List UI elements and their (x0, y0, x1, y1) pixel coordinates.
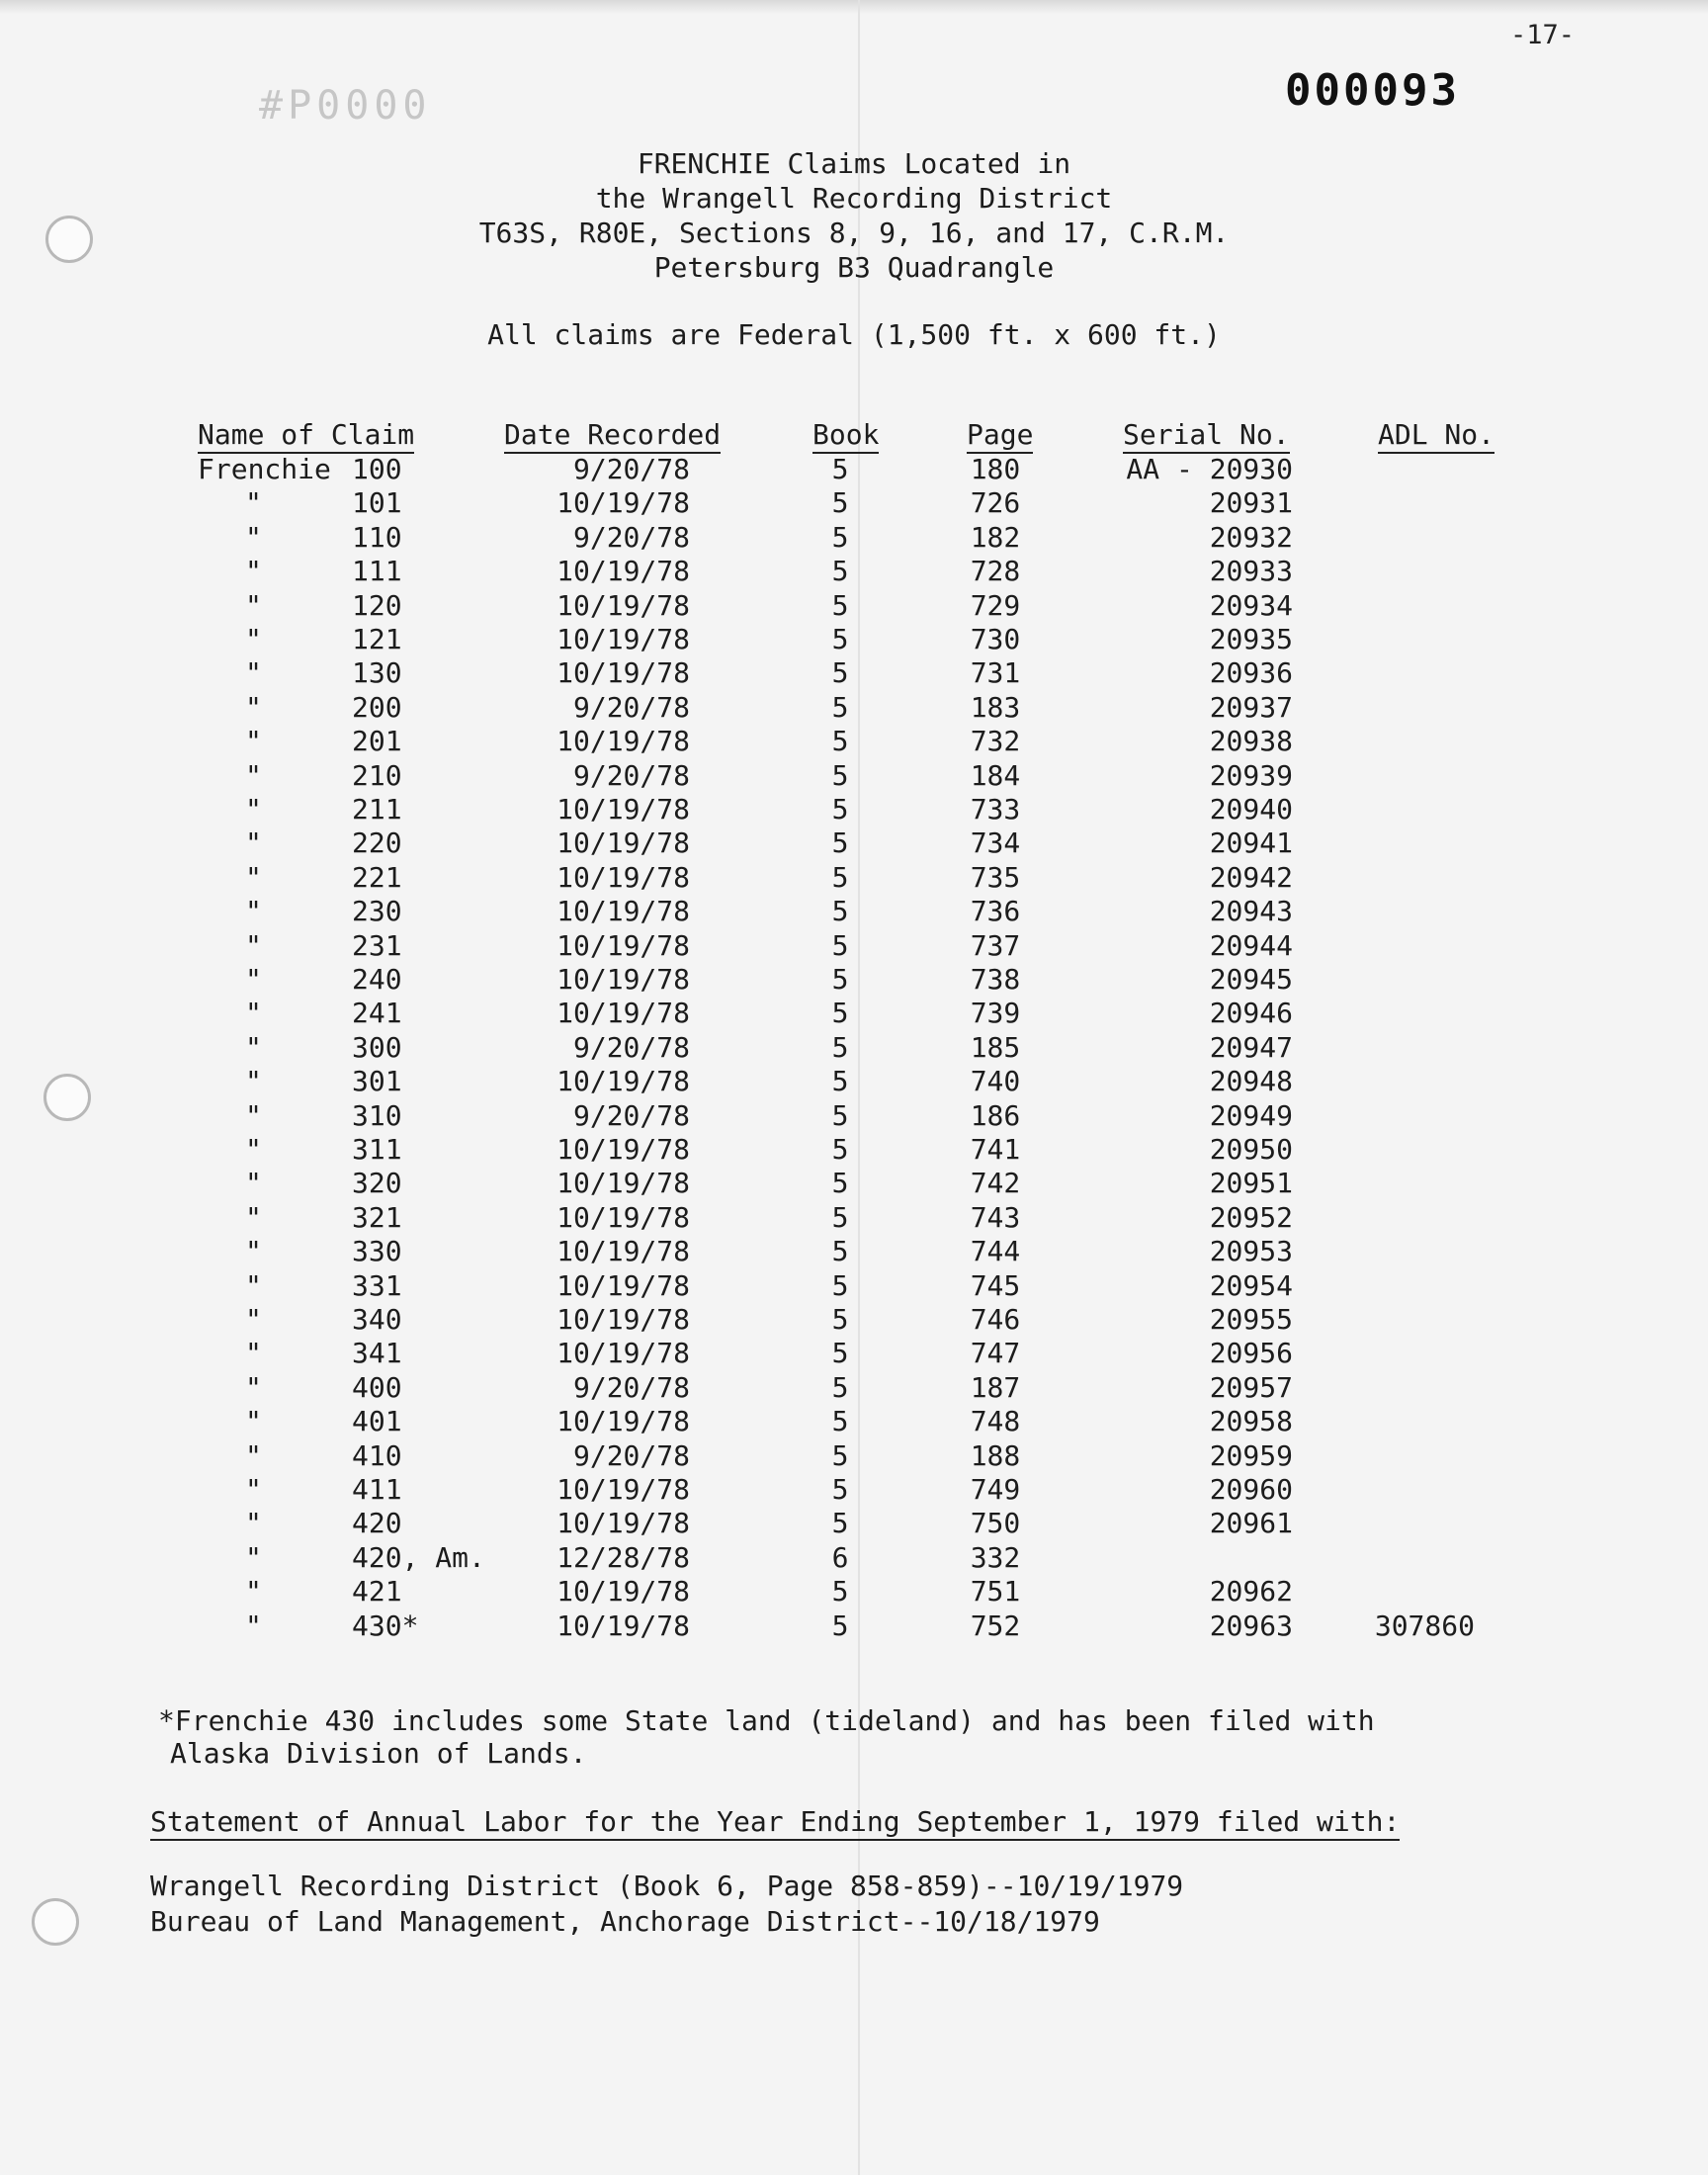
date-recorded: 9/20/78 (572, 1030, 690, 1064)
claim-name-prefix: " (245, 520, 262, 554)
table-row (0, 963, 1708, 997)
page-number-cell: 182 (970, 520, 1021, 554)
book-number: 5 (831, 928, 849, 962)
page-number-cell: 732 (970, 725, 1021, 758)
table-row (0, 555, 1708, 588)
serial-number: 20953 (1209, 1235, 1293, 1268)
claim-name-prefix: " (245, 860, 262, 894)
claim-name-prefix: " (245, 895, 262, 928)
claim-number: 401 (352, 1405, 402, 1438)
table-row (0, 486, 1708, 520)
claim-name-prefix: " (245, 1268, 262, 1302)
book-number: 5 (831, 860, 849, 894)
serial-number: 20940 (1209, 793, 1293, 826)
date-recorded: 10/19/78 (556, 1133, 690, 1166)
claim-number: 411 (352, 1473, 402, 1506)
book-number: 5 (831, 623, 849, 655)
page-number-cell: 743 (970, 1200, 1021, 1234)
page-number-cell: 726 (970, 486, 1021, 520)
page-number-cell: 187 (970, 1370, 1021, 1404)
book-number: 5 (831, 1507, 849, 1540)
date-recorded: 10/19/78 (556, 963, 690, 996)
claim-number: 230 (352, 895, 402, 928)
table-row (0, 691, 1708, 725)
table-row (0, 1099, 1708, 1133)
serial-number: 20945 (1209, 963, 1293, 996)
document-number: 000093 (1285, 65, 1460, 116)
book-number: 5 (831, 555, 849, 588)
table-row (0, 1371, 1708, 1405)
claim-number: 201 (352, 725, 402, 758)
claim-name-prefix: " (245, 656, 262, 690)
page-number-cell: 738 (970, 963, 1021, 996)
serial-number: 20955 (1209, 1303, 1293, 1336)
filed-with-item: Bureau of Land Management, Anchorage District--10/18/1979 (150, 1905, 1100, 1938)
page-number-cell: 737 (970, 928, 1021, 962)
claim-name-prefix: " (245, 1575, 262, 1609)
claim-name-prefix: " (245, 1200, 262, 1234)
claim-name-prefix: " (245, 1405, 262, 1438)
date-recorded: 10/19/78 (556, 826, 690, 860)
claim-number: 321 (352, 1200, 402, 1234)
claim-number: 341 (352, 1337, 402, 1370)
date-recorded: 10/19/78 (556, 1268, 690, 1302)
date-recorded: 10/19/78 (556, 1167, 690, 1200)
serial-number: 20946 (1209, 997, 1293, 1030)
claim-name-prefix: " (245, 588, 262, 622)
date-recorded: 10/19/78 (556, 656, 690, 690)
date-recorded: 10/19/78 (556, 860, 690, 894)
date-recorded: 10/19/78 (556, 928, 690, 962)
book-number: 5 (831, 793, 849, 826)
document-header (0, 146, 1708, 285)
claim-name-prefix: " (245, 1609, 262, 1642)
claim-number: 410 (352, 1438, 402, 1472)
serial-number: 20944 (1209, 928, 1293, 962)
book-number: 6 (831, 1540, 849, 1574)
serial-number: 20943 (1209, 895, 1293, 928)
table-row (0, 453, 1708, 486)
claim-name-prefix: " (245, 1235, 262, 1268)
claim-name-prefix: " (245, 623, 262, 655)
serial-number: 20941 (1209, 826, 1293, 860)
date-recorded: 10/19/78 (556, 555, 690, 588)
book-number: 5 (831, 1438, 849, 1472)
date-recorded: 10/19/78 (556, 997, 690, 1030)
adl-number: 307860 (1374, 1609, 1475, 1642)
book-number: 5 (831, 1405, 849, 1438)
book-number: 5 (831, 1065, 849, 1098)
statement-heading: Statement of Annual Labor for the Year Ending September 1, 1979 filed with: (150, 1805, 1400, 1841)
book-number: 5 (831, 758, 849, 792)
book-number: 5 (831, 690, 849, 724)
claim-number: 340 (352, 1303, 402, 1336)
column-header-name: Name of Claim (198, 419, 414, 454)
serial-number: 20936 (1209, 656, 1293, 690)
claim-name-prefix: " (245, 1438, 262, 1472)
page-number-cell: 740 (970, 1065, 1021, 1098)
claim-name-prefix: " (245, 1303, 262, 1336)
book-number: 5 (831, 588, 849, 622)
date-recorded: 12/28/78 (556, 1540, 690, 1574)
book-number: 5 (831, 1167, 849, 1200)
date-recorded: 10/19/78 (556, 1303, 690, 1336)
column-header-adl: ADL No. (1378, 419, 1494, 454)
page-number-cell: 183 (970, 690, 1021, 724)
page-number-cell: 729 (970, 588, 1021, 622)
punch-hole-bottom (32, 1898, 79, 1946)
header-line-4: Petersburg B3 Quadrangle (653, 251, 1055, 284)
claim-name-prefix: " (245, 1030, 262, 1064)
serial-number: 20950 (1209, 1133, 1293, 1166)
page-number-cell: 184 (970, 758, 1021, 792)
table-row (0, 826, 1708, 860)
serial-number: 20957 (1209, 1370, 1293, 1404)
date-recorded: 10/19/78 (556, 1065, 690, 1098)
date-recorded: 10/19/78 (556, 1337, 690, 1370)
table-row (0, 1541, 1708, 1575)
table-row (0, 1575, 1708, 1609)
serial-number: 20956 (1209, 1337, 1293, 1370)
serial-number: 20942 (1209, 860, 1293, 894)
footnote (158, 1704, 1443, 1770)
table-row (0, 1439, 1708, 1473)
table-row (0, 725, 1708, 758)
claim-number: 221 (352, 860, 402, 894)
serial-number: 20960 (1209, 1473, 1293, 1506)
table-row (0, 759, 1708, 793)
date-recorded: 10/19/78 (556, 793, 690, 826)
scan-top-edge (0, 0, 1708, 14)
claim-name-prefix: Frenchie (198, 453, 331, 485)
book-number: 5 (831, 1370, 849, 1404)
page-number: -17- (1510, 20, 1576, 50)
date-recorded: 10/19/78 (556, 1609, 690, 1642)
claim-name-prefix: " (245, 1098, 262, 1132)
claim-name-prefix: " (245, 725, 262, 758)
table-row (0, 589, 1708, 623)
table-row (0, 1235, 1708, 1268)
page-number-cell: 749 (970, 1473, 1021, 1506)
claim-number: 420, Am. (352, 1540, 485, 1574)
book-number: 5 (831, 656, 849, 690)
serial-number: 20952 (1209, 1200, 1293, 1234)
table-row (0, 623, 1708, 656)
page-number-cell: 733 (970, 793, 1021, 826)
book-number: 5 (831, 1303, 849, 1336)
page-number-cell: 735 (970, 860, 1021, 894)
book-number: 5 (831, 826, 849, 860)
footnote-line-1: *Frenchie 430 includes some State land (tideland) and has been filed with (158, 1704, 1375, 1737)
claim-number: 120 (352, 588, 402, 622)
table-row (0, 1269, 1708, 1303)
page-number-cell: 745 (970, 1268, 1021, 1302)
serial-number: 20931 (1209, 486, 1293, 520)
column-header-serial: Serial No. (1123, 419, 1290, 454)
book-number: 5 (831, 453, 849, 485)
faint-stamp: #P0000 (259, 83, 432, 129)
claim-name-prefix: " (245, 1507, 262, 1540)
serial-number: 20932 (1209, 520, 1293, 554)
serial-number: 20947 (1209, 1030, 1293, 1064)
page-number-cell: 734 (970, 826, 1021, 860)
claim-number: 211 (352, 793, 402, 826)
serial-number: 20958 (1209, 1405, 1293, 1438)
table-row (0, 895, 1708, 928)
serial-number: AA - 20930 (1126, 453, 1293, 485)
claim-name-prefix: " (245, 1167, 262, 1200)
serial-number: 20933 (1209, 555, 1293, 588)
serial-number: 20935 (1209, 623, 1293, 655)
book-number: 5 (831, 1133, 849, 1166)
book-number: 5 (831, 1098, 849, 1132)
book-number: 5 (831, 963, 849, 996)
serial-number: 20948 (1209, 1065, 1293, 1098)
table-row (0, 929, 1708, 963)
table-row (0, 1337, 1708, 1370)
header-line-1: FRENCHIE Claims Located in (637, 147, 1071, 180)
table-row (0, 1065, 1708, 1098)
serial-number: 20949 (1209, 1098, 1293, 1132)
claim-number: 331 (352, 1268, 402, 1302)
book-number: 5 (831, 1337, 849, 1370)
claim-name-prefix: " (245, 793, 262, 826)
page-number-cell: 736 (970, 895, 1021, 928)
claim-name-prefix: " (245, 1065, 262, 1098)
serial-number: 20963 (1209, 1609, 1293, 1642)
page-number-cell: 186 (970, 1098, 1021, 1132)
claim-number: 111 (352, 555, 402, 588)
page-number-cell: 731 (970, 656, 1021, 690)
date-recorded: 9/20/78 (572, 520, 690, 554)
claim-name-prefix: " (245, 758, 262, 792)
page-number-cell: 746 (970, 1303, 1021, 1336)
date-recorded: 9/20/78 (572, 453, 690, 485)
page-number-cell: 751 (970, 1575, 1021, 1609)
claim-number: 420 (352, 1507, 402, 1540)
claim-number: 100 (352, 453, 402, 485)
table-row (0, 1031, 1708, 1065)
page-number-cell: 185 (970, 1030, 1021, 1064)
page-number-cell: 742 (970, 1167, 1021, 1200)
claim-number: 311 (352, 1133, 402, 1166)
filed-with-item: Wrangell Recording District (Book 6, Page 858-859)--10/19/1979 (150, 1870, 1184, 1902)
date-recorded: 10/19/78 (556, 1507, 690, 1540)
page-number-cell: 747 (970, 1337, 1021, 1370)
claim-number: 330 (352, 1235, 402, 1268)
table-row (0, 1201, 1708, 1235)
date-recorded: 9/20/78 (572, 1370, 690, 1404)
serial-number: 20962 (1209, 1575, 1293, 1609)
book-number: 5 (831, 1575, 849, 1609)
date-recorded: 10/19/78 (556, 895, 690, 928)
claim-name-prefix: " (245, 997, 262, 1030)
column-header-book: Book (812, 419, 879, 454)
claim-number: 241 (352, 997, 402, 1030)
date-recorded: 10/19/78 (556, 1405, 690, 1438)
filed-with-list (150, 1869, 1183, 1940)
footnote-line-2: Alaska Division of Lands. (170, 1737, 587, 1770)
serial-number: 20937 (1209, 690, 1293, 724)
table-row (0, 861, 1708, 895)
date-recorded: 9/20/78 (572, 1438, 690, 1472)
serial-number: 20954 (1209, 1268, 1293, 1302)
table-row (0, 793, 1708, 826)
page-number-cell: 741 (970, 1133, 1021, 1166)
claim-number: 231 (352, 928, 402, 962)
date-recorded: 10/19/78 (556, 588, 690, 622)
book-number: 5 (831, 725, 849, 758)
claim-number: 240 (352, 963, 402, 996)
page-number-cell: 748 (970, 1405, 1021, 1438)
page-number-cell: 728 (970, 555, 1021, 588)
claim-number: 421 (352, 1575, 402, 1609)
claim-number: 301 (352, 1065, 402, 1098)
claim-number: 101 (352, 486, 402, 520)
claims-note: All claims are Federal (1,500 ft. x 600 ft.) (487, 318, 1221, 351)
table-row (0, 1133, 1708, 1167)
book-number: 5 (831, 1609, 849, 1642)
claim-number: 320 (352, 1167, 402, 1200)
date-recorded: 9/20/78 (572, 758, 690, 792)
table-row (0, 1507, 1708, 1540)
serial-number: 20961 (1209, 1507, 1293, 1540)
claim-name-prefix: " (245, 486, 262, 520)
date-recorded: 10/19/78 (556, 486, 690, 520)
book-number: 5 (831, 1200, 849, 1234)
table-row (0, 1167, 1708, 1200)
table-row (0, 521, 1708, 555)
claim-number: 220 (352, 826, 402, 860)
book-number: 5 (831, 1473, 849, 1506)
date-recorded: 10/19/78 (556, 1575, 690, 1609)
serial-number: 20951 (1209, 1167, 1293, 1200)
date-recorded: 9/20/78 (572, 1098, 690, 1132)
page-number-cell: 730 (970, 623, 1021, 655)
claim-name-prefix: " (245, 963, 262, 996)
header-line-2: the Wrangell Recording District (595, 182, 1113, 215)
page-number-cell: 180 (970, 453, 1021, 485)
column-header-date: Date Recorded (504, 419, 721, 454)
book-number: 5 (831, 1235, 849, 1268)
date-recorded: 10/19/78 (556, 1235, 690, 1268)
table-row (0, 1303, 1708, 1337)
claim-number: 300 (352, 1030, 402, 1064)
book-number: 5 (831, 1268, 849, 1302)
table-row (0, 656, 1708, 690)
claim-name-prefix: " (245, 1370, 262, 1404)
column-header-page: Page (967, 419, 1033, 454)
book-number: 5 (831, 486, 849, 520)
date-recorded: 10/19/78 (556, 1200, 690, 1234)
claim-number: 121 (352, 623, 402, 655)
date-recorded: 10/19/78 (556, 1473, 690, 1506)
book-number: 5 (831, 997, 849, 1030)
book-number: 5 (831, 895, 849, 928)
claim-number: 400 (352, 1370, 402, 1404)
table-row (0, 1610, 1708, 1643)
claim-number: 310 (352, 1098, 402, 1132)
claim-number: 200 (352, 690, 402, 724)
claim-number: 130 (352, 656, 402, 690)
table-row (0, 1405, 1708, 1438)
serial-number: 20959 (1209, 1438, 1293, 1472)
claim-name-prefix: " (245, 690, 262, 724)
page-number-cell: 739 (970, 997, 1021, 1030)
book-number: 5 (831, 1030, 849, 1064)
claim-number: 210 (352, 758, 402, 792)
header-line-3: T63S, R80E, Sections 8, 9, 16, and 17, C.R.M. (478, 217, 1230, 249)
date-recorded: 10/19/78 (556, 623, 690, 655)
claim-name-prefix: " (245, 1473, 262, 1506)
page-number-cell: 744 (970, 1235, 1021, 1268)
claim-name-prefix: " (245, 1133, 262, 1166)
table-row (0, 997, 1708, 1030)
claim-name-prefix: " (245, 1540, 262, 1574)
page-number-cell: 752 (970, 1609, 1021, 1642)
book-number: 5 (831, 520, 849, 554)
page-number-cell: 332 (970, 1540, 1021, 1574)
page-number-cell: 188 (970, 1438, 1021, 1472)
date-recorded: 9/20/78 (572, 690, 690, 724)
claim-name-prefix: " (245, 928, 262, 962)
claim-name-prefix: " (245, 826, 262, 860)
claim-number: 110 (352, 520, 402, 554)
serial-number: 20939 (1209, 758, 1293, 792)
claim-name-prefix: " (245, 555, 262, 588)
page-number-cell: 750 (970, 1507, 1021, 1540)
table-row (0, 1473, 1708, 1507)
serial-number: 20938 (1209, 725, 1293, 758)
claim-name-prefix: " (245, 1337, 262, 1370)
serial-number: 20934 (1209, 588, 1293, 622)
claim-number: 430* (352, 1609, 419, 1642)
date-recorded: 10/19/78 (556, 725, 690, 758)
